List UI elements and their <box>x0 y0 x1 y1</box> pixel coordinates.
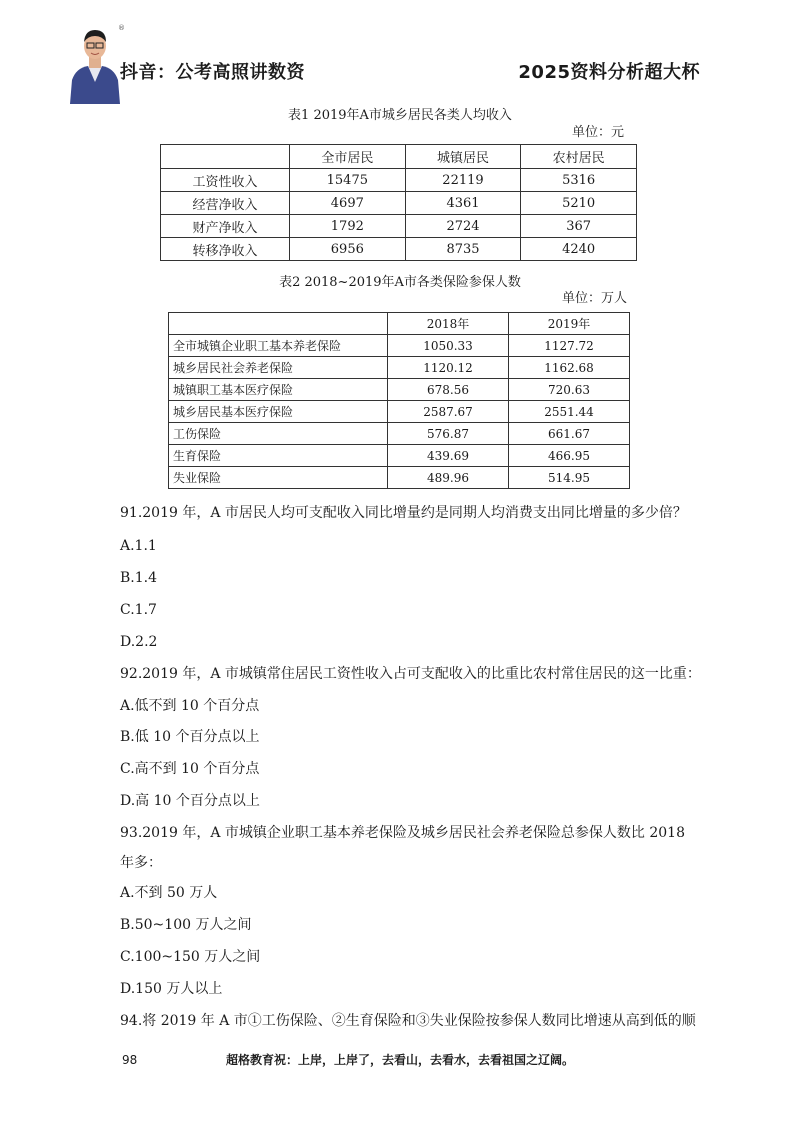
table2-caption: 表2 2018~2019年A市各类保险参保人数 <box>279 275 521 290</box>
table-row <box>161 215 637 238</box>
table-cell: 2724 <box>405 215 521 238</box>
table-cell: 1792 <box>290 215 406 238</box>
question-93-option-c[interactable]: C.100~150 万人之间 <box>120 949 261 965</box>
question-94-stem: 94.将 2019 年 A 市①工伤保险、②生育保险和③失业保险按参保人数同比增速从高到低的顺 <box>120 1013 696 1029</box>
question-92-option-c[interactable]: C.高不到 10 个百分点 <box>120 761 260 777</box>
question-91-option-d[interactable]: D.2.2 <box>120 634 158 650</box>
table2-unit: 单位：万人 <box>562 291 628 306</box>
column-header: 2018年 <box>388 313 509 335</box>
header-left-title: 抖音：公考高照讲数资 <box>120 62 305 83</box>
table-header-row <box>161 145 637 169</box>
column-header <box>169 313 388 335</box>
row-label: 工伤保险 <box>169 423 388 445</box>
column-header: 城镇居民 <box>405 145 521 169</box>
table-row <box>169 379 630 401</box>
table-cell: 576.87 <box>388 423 509 445</box>
table-row <box>161 169 637 192</box>
row-label: 财产净收入 <box>161 215 290 238</box>
header-right-title: 2025资料分析超大杯 <box>518 62 700 83</box>
column-header: 全市居民 <box>290 145 406 169</box>
question-93-stem-line2: 年多： <box>120 855 162 871</box>
question-93-option-b[interactable]: B.50~100 万人之间 <box>120 917 252 933</box>
table-cell: 514.95 <box>509 467 630 489</box>
table-row <box>169 357 630 379</box>
column-header: 2019年 <box>509 313 630 335</box>
row-label: 城乡居民社会养老保险 <box>169 357 388 379</box>
table-cell: 22119 <box>405 169 521 192</box>
footer-slogan: 超格教育祝：上岸，上岸了，去看山，去看水，去看祖国之辽阔。 <box>225 1053 574 1067</box>
question-93-option-d[interactable]: D.150 万人以上 <box>120 981 223 997</box>
row-label: 生育保险 <box>169 445 388 467</box>
question-93-stem-line1: 93.2019 年，A 市城镇企业职工基本养老保险及城乡居民社会养老保险总参保人数比 2018 <box>120 825 685 841</box>
table-cell: 489.96 <box>388 467 509 489</box>
table-cell: 2551.44 <box>509 401 630 423</box>
table-row <box>169 445 630 467</box>
row-label: 城乡居民基本医疗保险 <box>169 401 388 423</box>
page-number: 98 <box>122 1053 138 1067</box>
table-cell: 2587.67 <box>388 401 509 423</box>
table1-caption: 表1 2019年A市城乡居民各类人均收入 <box>288 108 512 123</box>
question-91-option-b[interactable]: B.1.4 <box>120 570 158 586</box>
row-label: 经营净收入 <box>161 192 290 215</box>
table-cell: 4697 <box>290 192 406 215</box>
question-92-option-d[interactable]: D.高 10 个百分点以上 <box>120 793 260 809</box>
table1-unit: 单位：元 <box>572 125 625 140</box>
table-row <box>161 192 637 215</box>
question-92-stem: 92.2019 年，A 市城镇常住居民工资性收入占可支配收入的比重比农村常住居民的这一比重： <box>120 666 701 682</box>
table-cell: 15475 <box>290 169 406 192</box>
table-cell: 8735 <box>405 238 521 261</box>
income-table <box>160 144 637 261</box>
row-label: 全市城镇企业职工基本养老保险 <box>169 335 388 357</box>
table-cell: 5316 <box>521 169 637 192</box>
table-cell: 720.63 <box>509 379 630 401</box>
author-photo <box>66 22 124 104</box>
table-row <box>161 238 637 261</box>
table-cell: 5210 <box>521 192 637 215</box>
table-row <box>169 335 630 357</box>
registered-mark: ® <box>118 24 125 32</box>
table-header-row <box>169 313 630 335</box>
row-label: 转移净收入 <box>161 238 290 261</box>
table-cell: 1162.68 <box>509 357 630 379</box>
column-header <box>161 145 290 169</box>
table-row <box>169 401 630 423</box>
table-cell: 439.69 <box>388 445 509 467</box>
table-cell: 1050.33 <box>388 335 509 357</box>
table-cell: 466.95 <box>509 445 630 467</box>
question-91-stem: 91.2019 年，A 市居民人均可支配收入同比增量约是同期人均消费支出同比增量的多少倍？ <box>120 505 687 521</box>
insurance-table <box>168 312 630 489</box>
question-92-option-b[interactable]: B.低 10 个百分点以上 <box>120 729 260 745</box>
table-cell: 367 <box>521 215 637 238</box>
table-row <box>169 467 630 489</box>
question-91-option-a[interactable]: A.1.1 <box>120 538 157 554</box>
table-cell: 1120.12 <box>388 357 509 379</box>
question-93-option-a[interactable]: A.不到 50 万人 <box>120 885 218 901</box>
table-cell: 661.67 <box>509 423 630 445</box>
table-cell: 4240 <box>521 238 637 261</box>
question-92-option-a[interactable]: A.低不到 10 个百分点 <box>120 698 260 714</box>
table-cell: 4361 <box>405 192 521 215</box>
table-cell: 1127.72 <box>509 335 630 357</box>
table-cell: 678.56 <box>388 379 509 401</box>
row-label: 城镇职工基本医疗保险 <box>169 379 388 401</box>
row-label: 失业保险 <box>169 467 388 489</box>
column-header: 农村居民 <box>521 145 637 169</box>
question-91-option-c[interactable]: C.1.7 <box>120 602 157 618</box>
table-cell: 6956 <box>290 238 406 261</box>
row-label: 工资性收入 <box>161 169 290 192</box>
table-row <box>169 423 630 445</box>
